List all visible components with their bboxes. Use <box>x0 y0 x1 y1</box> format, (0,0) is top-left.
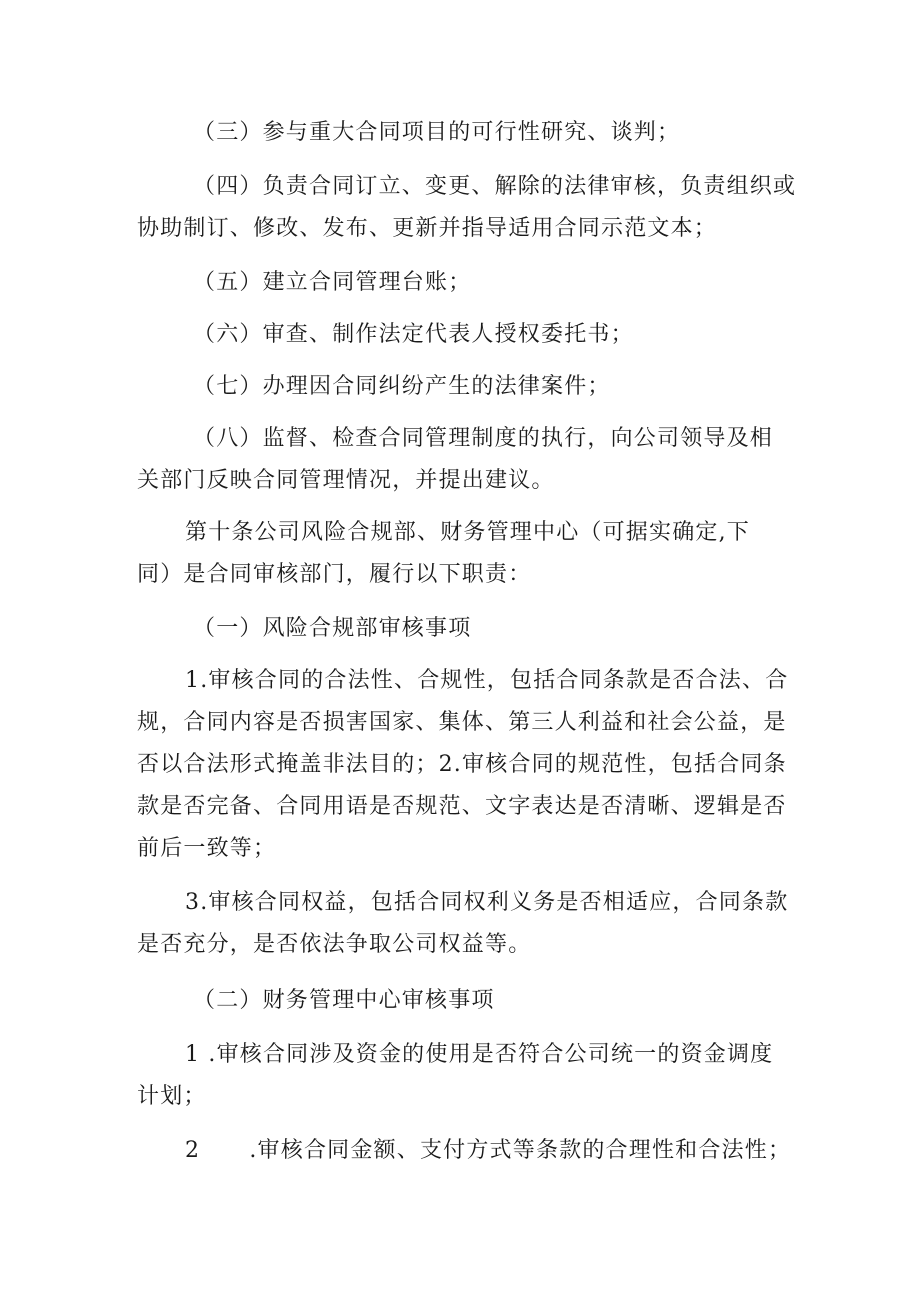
text-line: （四）负责合同订立、变更、解除的法律审核，负责组织或 <box>193 174 797 199</box>
text-line: 款是否完备、合同用语是否规范、文字表达是否清晰、逻辑是否 <box>137 794 787 819</box>
text-line: （八）监督、检查合同管理制度的执行，向公司领导及相 <box>193 426 774 451</box>
text-line: 1 .审核合同涉及资金的使用是否符合公司统一的资金调度 <box>185 1042 774 1067</box>
text-line: 2 .审核合同金额、支付方式等条款的合理性和合法性； <box>185 1138 792 1163</box>
text-line: 前后一致等； <box>137 836 277 861</box>
paragraph-item-4 <box>137 166 797 250</box>
text-line: （二）财务管理中心审核事项 <box>193 988 495 1013</box>
text-line: 1.审核合同的合法性、合规性，包括合同条款是否合法、合 <box>185 668 789 693</box>
text-line: 是否充分，是否依法争取公司权益等。 <box>137 932 532 957</box>
finance-heading <box>137 980 797 1022</box>
finance-item-1 <box>137 1034 797 1118</box>
text-line: 第十条公司风险合规部、财务管理中心（可据实确定,下 <box>185 520 750 545</box>
text-line: 同）是合同审核部门，履行以下职责： <box>137 562 532 587</box>
review-item-1-2 <box>137 660 797 870</box>
text-line: （一）风险合规部审核事项 <box>193 616 472 641</box>
risk-compliance-heading <box>137 608 797 650</box>
text-line: （六）审查、制作法定代表人授权委托书； <box>193 322 634 347</box>
text-line: 协助制订、修改、发布、更新并指导适用合同示范文本； <box>137 216 718 241</box>
paragraph-item-7 <box>137 366 797 408</box>
text-line: 3.审核合同权益，包括合同权利义务是否相适应，合同条款 <box>185 890 789 915</box>
text-line: （五）建立合同管理台账； <box>193 270 472 295</box>
review-item-3 <box>137 882 797 966</box>
text-line: 否以合法形式掩盖非法目的；2.审核合同的规范性，包括合同条 <box>137 752 787 777</box>
finance-item-2 <box>137 1130 797 1172</box>
text-line: （三）参与重大合同项目的可行性研究、谈判； <box>193 120 681 145</box>
article-10-paragraph <box>137 512 797 596</box>
text-line: 计划； <box>137 1084 207 1109</box>
paragraph-item-6 <box>137 314 797 356</box>
paragraph-item-5 <box>137 262 797 304</box>
text-line: 规，合同内容是否损害国家、集体、第三人利益和社会公益，是 <box>137 710 787 735</box>
text-line: 关部门反映合同管理情况，并提出建议。 <box>137 468 555 493</box>
paragraph-item-3 <box>137 112 797 154</box>
paragraph-item-8 <box>137 418 797 502</box>
text-line: （七）办理因合同纠纷产生的法律案件； <box>193 374 611 399</box>
